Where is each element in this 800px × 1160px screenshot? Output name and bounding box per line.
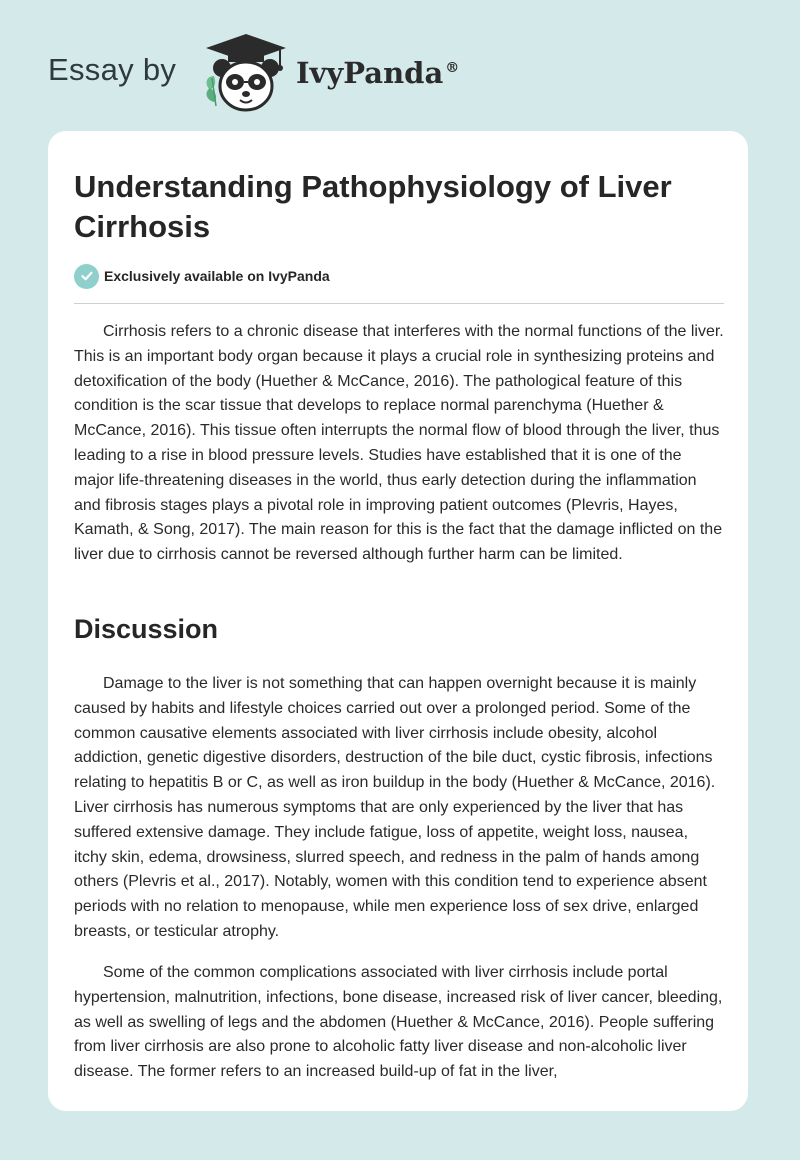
brand-header — [48, 28, 568, 118]
exclusive-badge — [74, 263, 330, 289]
discussion-paragraph-2: Some of the common complications associated with liver cirrhosis include portal hypertension, malnutrition, infections, bone disease, increased risk of liver cancer, bleeding, as well as swelling of legs and the abdomen (Huether & McCance, 2016). People suffering from liver cirrhosis are also prone to alcoholic fatty liver disease and non-alcoholic liver disease. The former refers to an increased build-up of fat in the liver, — [74, 964, 723, 1081]
title-divider — [74, 303, 724, 304]
discussion-paragraph-1: Damage to the liver is not something that can happen overnight because it is mainly caused by habits and lifestyle choices carried out over a prolonged period. Some of the common causative elements associated with liver cirrhosis include obesity, alcohol addiction, genetic digestive disorders, destruction of the bile duct, cystic fibrosis, infections relating to hepatitis B or C, as well as iron buildup in the body (Huether & McCance, 2016). Liver cirrhosis has numerous symptoms that are only experienced by the liver that has suffered extensive damage. They include fatigue, loss of appetite, weight loss, nausea, itchy skin, edema, drowsiness, slurred speech, and redness in the palm of hands among others (Plevris et al., 2017). Notably, women with this condition tend to experience absent periods with no relation to menopause, while men experience loss of sex drive, enlarged breasts, or testicular atrophy. — [74, 675, 716, 940]
brand-name[interactable] — [296, 56, 459, 90]
essay-title: Understanding Pathophysiology of Liver Cirrhosis — [74, 169, 672, 244]
check-icon — [74, 264, 99, 289]
badge-label: Exclusively available on IvyPanda — [104, 268, 330, 284]
registered-mark: ® — [445, 60, 460, 77]
brand-prefix: Essay by — [48, 52, 177, 87]
panda-logo-icon[interactable] — [200, 32, 292, 114]
brand-name-text: IvyPanda — [296, 56, 444, 90]
intro-paragraph: Cirrhosis refers to a chronic disease that interferes with the normal functions of the liver. This is an important body organ because it plays a crucial role in synthesizing proteins and detoxification of the body (Huether & McCance, 2016). The pathological feature of this condition is the scar tissue that develops to replace normal parenchyma (Huether & McCance, 2016). This tissue often interrupts the normal flow of blood through the liver, thus leading to a rise in blood pressure levels. Studies have established that it is one of the major life-threatening diseases in the world, thus early detection during the inflammation and fibrosis stages plays a pivotal role in improving patient outcomes (Plevris, Hayes, Kamath, & Song, 2017). The main reason for this is the fact that the damage inflicted on the liver due to cirrhosis cannot be reversed although further harm can be limited. — [74, 323, 724, 564]
essay-card — [48, 131, 748, 1111]
discussion-heading: Discussion — [74, 614, 219, 644]
